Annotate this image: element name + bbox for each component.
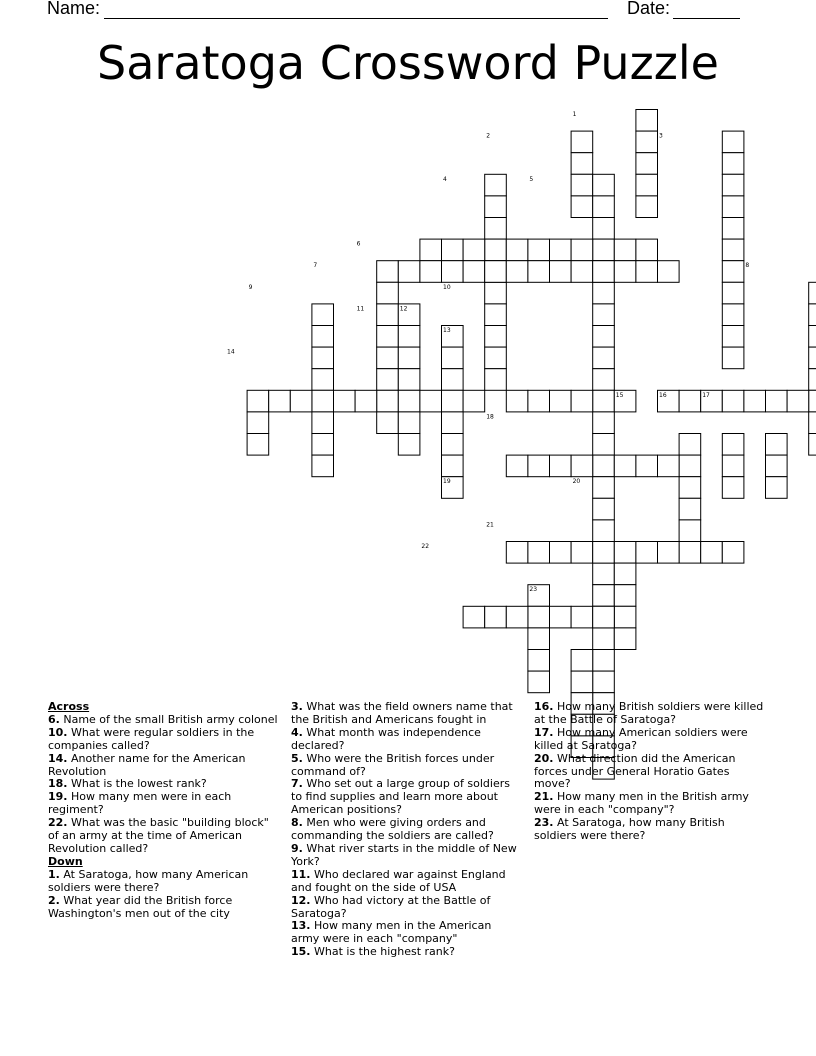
grid-cell[interactable] bbox=[722, 347, 744, 369]
clue-number: 14. bbox=[48, 751, 68, 765]
grid-cell[interactable] bbox=[506, 606, 528, 628]
grid-cell[interactable] bbox=[571, 542, 593, 564]
grid-cell[interactable] bbox=[247, 412, 269, 434]
clue-down-17 bbox=[534, 727, 766, 753]
grid-cell[interactable] bbox=[593, 628, 615, 650]
grid-cell[interactable] bbox=[593, 218, 615, 240]
grid-cell[interactable] bbox=[636, 153, 658, 175]
grid-cell[interactable] bbox=[809, 326, 816, 348]
grid-cell[interactable] bbox=[571, 131, 593, 153]
grid-cell[interactable] bbox=[593, 434, 615, 456]
grid-cell[interactable] bbox=[593, 347, 615, 369]
clue-number: 21. bbox=[534, 790, 554, 804]
grid-cell[interactable] bbox=[377, 282, 399, 304]
clue-number-label: 23 bbox=[529, 586, 538, 594]
grid-cell[interactable] bbox=[485, 218, 507, 240]
grid-cell[interactable] bbox=[679, 542, 701, 564]
clue-down-1 bbox=[48, 869, 280, 895]
grid-cell[interactable] bbox=[420, 390, 442, 412]
grid-cell[interactable] bbox=[550, 239, 572, 261]
grid-cell[interactable] bbox=[247, 390, 269, 412]
clue-number-label: 6 bbox=[356, 240, 361, 248]
grid-cell[interactable] bbox=[463, 261, 485, 283]
clue-number-label: 14 bbox=[227, 348, 235, 356]
grid-cell[interactable] bbox=[463, 390, 485, 412]
grid-cell[interactable] bbox=[269, 390, 291, 412]
grid-cell[interactable] bbox=[722, 174, 744, 196]
grid-cell[interactable] bbox=[485, 606, 507, 628]
grid-cell[interactable] bbox=[571, 174, 593, 196]
clue-text: Name of the small British army colonel bbox=[63, 712, 278, 726]
clue-text: What was the basic "building block" of an army at the time of American Revolution called? bbox=[48, 816, 269, 855]
grid-cell[interactable] bbox=[766, 455, 788, 477]
clue-text: What direction did the American forces under General Horatio Gates move? bbox=[534, 751, 736, 791]
grid-cell[interactable] bbox=[809, 434, 816, 456]
grid-cell[interactable] bbox=[442, 434, 464, 456]
grid-cell[interactable] bbox=[766, 434, 788, 456]
grid-cell[interactable] bbox=[766, 477, 788, 499]
clue-text: What river starts in the middle of New York? bbox=[291, 841, 517, 868]
grid-cell[interactable] bbox=[809, 347, 816, 369]
grid-cell[interactable] bbox=[442, 412, 464, 434]
grid-cell[interactable] bbox=[398, 326, 420, 348]
grid-cell[interactable] bbox=[593, 261, 615, 283]
grid-cell[interactable] bbox=[528, 650, 550, 672]
grid-cell[interactable] bbox=[485, 304, 507, 326]
grid-cell[interactable] bbox=[398, 390, 420, 412]
grid-cell[interactable] bbox=[636, 196, 658, 218]
clue-number-label: 3 bbox=[659, 132, 663, 140]
grid-cell[interactable] bbox=[312, 369, 334, 391]
clue-text: What is the highest rank? bbox=[314, 945, 455, 959]
clue-down-16 bbox=[534, 701, 766, 727]
grid-cell[interactable] bbox=[442, 390, 464, 412]
grid-cell[interactable] bbox=[636, 174, 658, 196]
clue-down-15 bbox=[291, 946, 523, 959]
grid-cell[interactable] bbox=[442, 239, 464, 261]
grid-cell[interactable] bbox=[506, 261, 528, 283]
grid-cell[interactable] bbox=[420, 239, 442, 261]
grid-cell[interactable] bbox=[334, 390, 356, 412]
clue-number: 4. bbox=[291, 725, 303, 739]
grid-cell[interactable] bbox=[593, 606, 615, 628]
grid-cell[interactable] bbox=[312, 455, 334, 477]
clue-number: 9. bbox=[291, 841, 303, 855]
clue-number-label: 22 bbox=[421, 543, 430, 550]
grid-cell[interactable] bbox=[571, 671, 593, 693]
clue-number-label: 21 bbox=[486, 521, 494, 529]
clue-number: 10. bbox=[48, 725, 68, 739]
clue-down-23 bbox=[534, 817, 766, 843]
clue-number-label: 9 bbox=[248, 283, 253, 291]
clue-down-20 bbox=[534, 753, 766, 792]
clue-text: Who were the British forces under command of? bbox=[291, 751, 495, 778]
grid-cell[interactable] bbox=[442, 261, 464, 283]
grid-cell[interactable] bbox=[636, 131, 658, 153]
grid-cell[interactable] bbox=[312, 304, 334, 326]
puzzle-title: Saratoga Crossword Puzzle bbox=[97, 36, 719, 90]
grid-cell[interactable] bbox=[377, 390, 399, 412]
clue-down-12 bbox=[291, 895, 523, 921]
grid-cell[interactable] bbox=[312, 347, 334, 369]
grid-cell[interactable] bbox=[485, 261, 507, 283]
grid-cell[interactable] bbox=[722, 153, 744, 175]
grid-cell[interactable] bbox=[593, 477, 615, 499]
grid-cell[interactable] bbox=[528, 390, 550, 412]
clue-number: 20. bbox=[534, 751, 554, 765]
grid-cell[interactable] bbox=[550, 542, 572, 564]
clue-text: Who declared war against England and fought on the side of USA bbox=[291, 867, 506, 894]
grid-cell[interactable] bbox=[658, 542, 680, 564]
grid-cell[interactable] bbox=[722, 282, 744, 304]
clue-across-10 bbox=[48, 727, 280, 753]
grid-cell[interactable] bbox=[528, 628, 550, 650]
grid-cell[interactable] bbox=[722, 477, 744, 499]
grid-cell[interactable] bbox=[442, 347, 464, 369]
grid-cell[interactable] bbox=[463, 606, 485, 628]
grid-cell[interactable] bbox=[528, 671, 550, 693]
grid-cell[interactable] bbox=[679, 434, 701, 456]
grid-cell[interactable] bbox=[809, 369, 816, 391]
grid-cell[interactable] bbox=[722, 304, 744, 326]
clue-number-label: 10 bbox=[443, 283, 451, 291]
clue-column-1 bbox=[48, 701, 280, 920]
grid-cell[interactable] bbox=[593, 520, 615, 542]
grid-cell[interactable] bbox=[593, 563, 615, 585]
clue-number-label: 12 bbox=[399, 305, 408, 313]
grid-cell[interactable] bbox=[809, 412, 816, 434]
clue-number-label: 4 bbox=[443, 175, 447, 183]
grid-cell[interactable] bbox=[593, 542, 615, 564]
grid-cell[interactable] bbox=[658, 261, 680, 283]
clue-text: What were regular soldiers in the companies called? bbox=[48, 725, 255, 752]
clue-across-14 bbox=[48, 753, 280, 779]
clue-number: 11. bbox=[291, 867, 311, 881]
clue-text: Another name for the American Revolution bbox=[48, 751, 246, 778]
grid-cell[interactable] bbox=[636, 261, 658, 283]
grid-cell[interactable] bbox=[636, 110, 658, 132]
clue-number: 19. bbox=[48, 790, 68, 804]
grid-cell[interactable] bbox=[485, 174, 507, 196]
grid-cell[interactable] bbox=[528, 239, 550, 261]
date-label: Date: bbox=[627, 0, 676, 18]
grid-cell[interactable] bbox=[679, 498, 701, 520]
clue-number: 18. bbox=[48, 777, 68, 791]
clue-across-19 bbox=[48, 791, 280, 817]
grid-cell[interactable] bbox=[571, 455, 593, 477]
clue-number: 12. bbox=[291, 893, 311, 907]
grid-cell[interactable] bbox=[571, 261, 593, 283]
clue-number-label: 15 bbox=[615, 391, 624, 399]
grid-cell[interactable] bbox=[398, 412, 420, 434]
grid-cell[interactable] bbox=[398, 369, 420, 391]
grid-cell[interactable] bbox=[485, 239, 507, 261]
clue-down-21 bbox=[534, 791, 766, 817]
grid-cell[interactable] bbox=[528, 455, 550, 477]
grid-cell[interactable] bbox=[593, 498, 615, 520]
clue-number-label: 2 bbox=[486, 132, 491, 140]
grid-cell[interactable] bbox=[722, 455, 744, 477]
clue-down-11 bbox=[291, 869, 523, 895]
grid-cell[interactable] bbox=[312, 390, 334, 412]
grid-cell[interactable] bbox=[528, 542, 550, 564]
grid-cell[interactable] bbox=[442, 369, 464, 391]
clue-text: At Saratoga, how many British soldiers were there? bbox=[534, 816, 725, 843]
grid-cell[interactable] bbox=[355, 390, 377, 412]
clue-number-label: 1 bbox=[572, 111, 577, 118]
grid-cell[interactable] bbox=[571, 650, 593, 672]
clue-number: 22. bbox=[48, 816, 68, 830]
grid-cell[interactable] bbox=[614, 261, 636, 283]
clue-number: 7. bbox=[291, 777, 303, 791]
grid-cell[interactable] bbox=[787, 390, 809, 412]
grid-cell[interactable] bbox=[485, 347, 507, 369]
clue-down-5 bbox=[291, 753, 523, 779]
grid-cell[interactable] bbox=[247, 434, 269, 456]
grid-cell[interactable] bbox=[377, 304, 399, 326]
grid-cell[interactable] bbox=[593, 174, 615, 196]
down-heading: Down bbox=[48, 854, 83, 868]
clue-down-4 bbox=[291, 727, 523, 753]
clue-number: 2. bbox=[48, 893, 60, 907]
grid-cell[interactable] bbox=[485, 369, 507, 391]
grid-cell[interactable] bbox=[809, 390, 816, 412]
grid-cell[interactable] bbox=[658, 455, 680, 477]
grid-cell[interactable] bbox=[593, 369, 615, 391]
grid-cell[interactable] bbox=[485, 326, 507, 348]
grid-cell[interactable] bbox=[571, 606, 593, 628]
clue-number-label: 11 bbox=[356, 305, 365, 313]
clue-number: 5. bbox=[291, 751, 303, 765]
clue-number: 3. bbox=[291, 700, 303, 713]
grid-cell[interactable] bbox=[506, 542, 528, 564]
grid-cell[interactable] bbox=[614, 455, 636, 477]
clue-number-label: 16 bbox=[659, 391, 667, 399]
grid-cell[interactable] bbox=[550, 606, 572, 628]
grid-cell[interactable] bbox=[463, 239, 485, 261]
grid-cell[interactable] bbox=[312, 326, 334, 348]
clue-text: How many British soldiers were killed at the Battle of Saratoga? bbox=[534, 700, 764, 726]
clue-number: 8. bbox=[291, 816, 303, 830]
grid-cell[interactable] bbox=[398, 434, 420, 456]
grid-cell[interactable] bbox=[809, 282, 816, 304]
grid-cell[interactable] bbox=[636, 542, 658, 564]
grid-cell[interactable] bbox=[506, 455, 528, 477]
grid-cell[interactable] bbox=[593, 304, 615, 326]
clue-number-label: 8 bbox=[745, 262, 750, 270]
clue-number-label: 18 bbox=[486, 413, 494, 421]
grid-cell[interactable] bbox=[614, 585, 636, 607]
grid-cell[interactable] bbox=[809, 304, 816, 326]
grid-cell[interactable] bbox=[528, 606, 550, 628]
grid-cell[interactable] bbox=[377, 261, 399, 283]
grid-cell[interactable] bbox=[636, 455, 658, 477]
grid-cell[interactable] bbox=[722, 218, 744, 240]
grid-cell[interactable] bbox=[614, 628, 636, 650]
grid-cell[interactable] bbox=[528, 261, 550, 283]
grid-cell[interactable] bbox=[636, 239, 658, 261]
grid-cell[interactable] bbox=[614, 563, 636, 585]
grid-cell[interactable] bbox=[766, 390, 788, 412]
grid-cell[interactable] bbox=[377, 369, 399, 391]
grid-cell[interactable] bbox=[722, 542, 744, 564]
grid-cell[interactable] bbox=[550, 390, 572, 412]
clue-down-9 bbox=[291, 843, 523, 869]
grid-cell[interactable] bbox=[614, 542, 636, 564]
clue-text: Who had victory at the Battle of Saratoga? bbox=[291, 893, 491, 920]
grid-cell[interactable] bbox=[593, 282, 615, 304]
clue-down-2 bbox=[48, 895, 280, 921]
clue-number-label: 13 bbox=[443, 327, 451, 334]
grid-cell[interactable] bbox=[398, 261, 420, 283]
grid-cell[interactable] bbox=[593, 585, 615, 607]
clue-down-13 bbox=[291, 920, 523, 946]
grid-cell[interactable] bbox=[571, 196, 593, 218]
grid-cell[interactable] bbox=[593, 671, 615, 693]
grid-cell[interactable] bbox=[571, 239, 593, 261]
grid-cell[interactable] bbox=[398, 347, 420, 369]
grid-cell[interactable] bbox=[506, 390, 528, 412]
grid-cell[interactable] bbox=[550, 261, 572, 283]
clue-text: At Saratoga, how many American soldiers were there? bbox=[48, 867, 249, 894]
clue-text: What month was independence declared? bbox=[291, 725, 481, 752]
grid-cell[interactable] bbox=[722, 239, 744, 261]
clue-number: 17. bbox=[534, 725, 554, 739]
grid-cell[interactable] bbox=[312, 434, 334, 456]
clue-text: How many American soldiers were killed at Saratoga? bbox=[534, 725, 748, 752]
grid-cell[interactable] bbox=[614, 239, 636, 261]
clue-down-7 bbox=[291, 778, 523, 817]
grid-cell[interactable] bbox=[722, 261, 744, 283]
clue-number-label: 17 bbox=[702, 391, 710, 399]
grid-cell[interactable] bbox=[550, 455, 572, 477]
grid-cell[interactable] bbox=[722, 434, 744, 456]
clue-number: 15. bbox=[291, 945, 311, 959]
clue-text: Who set out a large group of soldiers to find supplies and learn more about American positions? bbox=[291, 777, 510, 817]
grid-cell[interactable] bbox=[593, 455, 615, 477]
grid-cell[interactable] bbox=[420, 261, 442, 283]
clue-down-8 bbox=[291, 817, 523, 843]
grid-cell[interactable] bbox=[290, 390, 312, 412]
grid-cell[interactable] bbox=[593, 390, 615, 412]
grid-cell[interactable] bbox=[722, 131, 744, 153]
clue-text: How many men in the British army were in each "company"? bbox=[534, 790, 749, 817]
grid-cell[interactable] bbox=[701, 542, 723, 564]
grid-cell[interactable] bbox=[377, 326, 399, 348]
name-label: Name: bbox=[47, 0, 106, 18]
grid-cell[interactable] bbox=[593, 239, 615, 261]
clue-number-label: 7 bbox=[313, 262, 318, 270]
clue-number: 6. bbox=[48, 712, 60, 726]
grid-cell[interactable] bbox=[485, 282, 507, 304]
across-heading: Across bbox=[48, 700, 90, 713]
clue-text: How many men in the American army were in each "company" bbox=[291, 919, 492, 946]
grid-cell[interactable] bbox=[593, 412, 615, 434]
grid-cell[interactable] bbox=[377, 412, 399, 434]
grid-cell[interactable] bbox=[442, 455, 464, 477]
grid-cell[interactable] bbox=[614, 606, 636, 628]
grid-cell[interactable] bbox=[722, 390, 744, 412]
grid-cell[interactable] bbox=[377, 347, 399, 369]
grid-cell[interactable] bbox=[679, 390, 701, 412]
grid-cell[interactable] bbox=[593, 326, 615, 348]
grid-cell[interactable] bbox=[679, 477, 701, 499]
clue-text: What is the lowest rank? bbox=[71, 777, 207, 791]
grid-cell[interactable] bbox=[722, 326, 744, 348]
grid-cell[interactable] bbox=[485, 196, 507, 218]
grid-cell[interactable] bbox=[679, 455, 701, 477]
grid-cell[interactable] bbox=[722, 196, 744, 218]
grid-cell[interactable] bbox=[593, 196, 615, 218]
clue-text: What year did the British force Washington's men out of the city bbox=[48, 893, 233, 920]
grid-cell[interactable] bbox=[679, 520, 701, 542]
clue-text: How many men were in each regiment? bbox=[48, 790, 232, 817]
clue-number: 13. bbox=[291, 919, 311, 933]
clue-text: What was the field owners name that the British and Americans fought in bbox=[291, 700, 513, 726]
grid-cell[interactable] bbox=[312, 412, 334, 434]
clue-down-3 bbox=[291, 701, 523, 727]
grid-cell[interactable] bbox=[593, 650, 615, 672]
clue-number-label: 20 bbox=[572, 478, 581, 486]
clue-column-2 bbox=[291, 701, 523, 959]
clue-number-label: 19 bbox=[443, 478, 451, 486]
clue-number: 16. bbox=[534, 700, 554, 713]
clue-number: 1. bbox=[48, 867, 60, 881]
clue-column-3 bbox=[534, 701, 766, 843]
grid-cell[interactable] bbox=[744, 390, 766, 412]
clue-number: 23. bbox=[534, 816, 554, 830]
clue-across-22 bbox=[48, 817, 280, 856]
grid-cell[interactable] bbox=[571, 153, 593, 175]
clue-text: Men who were giving orders and commanding the soldiers are called? bbox=[291, 816, 494, 843]
grid-cell[interactable] bbox=[571, 390, 593, 412]
grid-cell[interactable] bbox=[506, 239, 528, 261]
clue-number-label: 5 bbox=[529, 175, 534, 183]
